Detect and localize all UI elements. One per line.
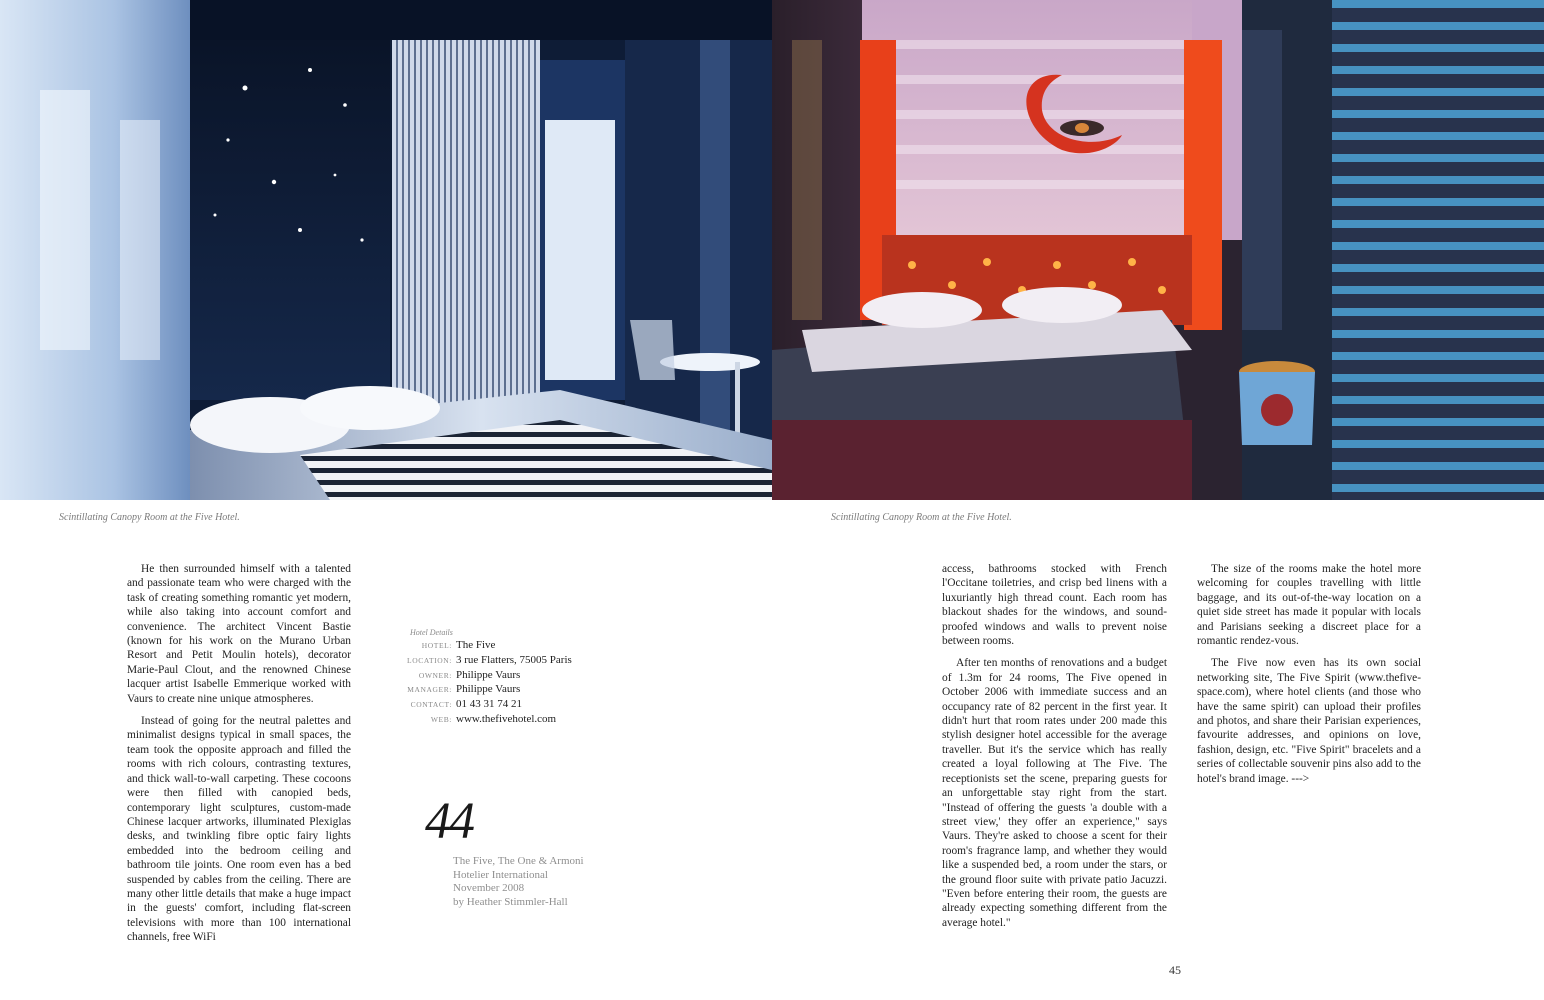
photo-red-room-illustration [772,0,1544,500]
detail-row-hotel [406,639,586,654]
detail-row-location [406,654,586,669]
photo-canopy-room-blue [0,0,772,500]
detail-value: Philippe Vaurs [456,668,521,681]
caption-right: Scintillating Canopy Room at the Five Hotel. [831,512,1012,523]
detail-value: 3 rue Flatters, 75005 Paris [456,653,572,666]
detail-label: OWNER: [418,670,452,680]
detail-row-owner [406,669,586,684]
detail-label: HOTEL: [421,641,452,650]
credit-line: Hotelier International [453,868,548,881]
article-column-3 [1197,562,1421,794]
credit-line: by Heather Stimmler-Hall [453,895,568,908]
detail-label: LOCATION: [407,655,452,665]
paragraph: After ten months of renovations and a budget of 1.3m for 24 rooms, The Five opened in October 2006 with immediate success and an occupancy rate of 82 percent in the first year. It didn't hurt that room rates under 200 made this stylish designer hotel accessible for the average traveller. But it's the service which has really created a loyal following at The Five. The receptionists set the scene, preparing guests for an unforgettable stay right from the start. "Instead of offering the guests 'a double with a street view,' they offer an experience," says Vaurs. They're asked to choose a scent for their room's fragrance lamp, and whether they would like a suspended bed, a room under the stars, or the ground floor suite with private patio Jacuzzi. "Even before entering their room, the guests are already expecting something different from the average hotel." [942,657,1167,929]
article-column-1 [127,562,351,953]
paragraph: The size of the rooms make the hotel more welcoming for couples travelling with little baggage, and its out-of-the-way location on a quiet side street has made it popular with locals and Parisians seeking a discreet place for a romantic rendez-vous. [1197,563,1421,648]
detail-value: www.thefivehotel.com [456,712,557,725]
hotel-details-heading: Hotel Details [410,628,453,637]
article-credit [453,855,584,909]
detail-label: WEB: [430,714,452,724]
detail-value: The Five [456,639,496,651]
photo-blue-room-illustration [0,0,772,500]
page-number: 45 [1169,963,1181,977]
detail-label: CONTACT: [410,700,452,710]
detail-row-web [406,713,586,728]
credit-line: The Five, The One & Armoni [453,855,584,867]
paragraph: He then surrounded himself with a talented and passionate team who were charged with the task of creating something romantic yet modern, while also taking into account comfort and convenience. The architect Vincent Bastie (known for his work on the Murano Urban Resort and Petit Moulin hotels), decorator Marie-Paul Clout, and the renowned Chinese lacquer artist Isabelle Emmerique worked with Vaurs to create nine unique atmospheres. [127,563,351,705]
issue-number: 44 [425,793,473,850]
detail-value: 01 43 31 74 21 [456,698,522,711]
detail-row-contact [406,698,586,713]
detail-row-manager [406,683,586,698]
hotel-details [406,628,586,728]
detail-value: Philippe Vaurs [456,683,521,696]
article-column-2 [942,562,1167,938]
detail-label: MANAGER: [407,685,452,695]
caption-left: Scintillating Canopy Room at the Five Hotel. [59,512,240,523]
paragraph: Instead of going for the neutral palettes and minimalist designs typical in small spaces, the team took the opposite approach and filled the rooms with rich colours, contrasting textures, and thick wall-to-wall carpeting. These cocoons were then filled with canopied beds, contemporary light sculptures, custom-made Chinese lacquer artworks, illuminated Plexiglas desks, and twinkling fibre optic fairy lights embedded into the bedroom ceiling and bathroom tile joints. One room even has a bed suspended by cables from the ceiling. There are many other little details that make a huge impact in the guests' comfort, including flat-screen televisions with more than 100 international channels, free WiFi [127,715,351,944]
photo-canopy-room-red [772,0,1544,500]
paragraph: access, bathrooms stocked with French l'Occitane toiletries, and crisp bed linens with a luxuriantly high thread count. Each room has blackout shades for the windows, and sound-proofed windows and walls to prevent noise between rooms. [942,563,1167,648]
credit-line: November 2008 [453,882,525,895]
paragraph: The Five now even has its own social networking site, The Five Spirit (www.thefive-space.com), where hotel clients (and those who have the same spirit) can upload their profiles and photos, and share their Parisian experiences, favourite addresses, and opinions on love, fashion, design, etc. "Five Spirit" bracelets and a series of collectable souvenir pins also add to the hotel's brand image. ---> [1197,657,1421,785]
